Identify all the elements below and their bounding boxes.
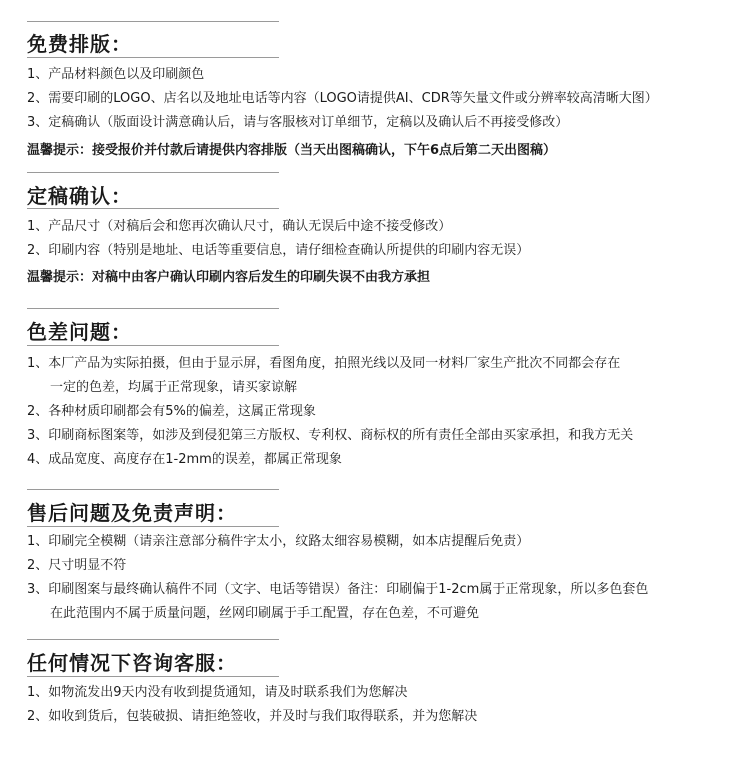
section-divider [27, 676, 279, 677]
section-title: 免费排版： [27, 32, 132, 56]
list-item: 2、尺寸明显不符 [27, 558, 127, 573]
section-title: 定稿确认： [27, 184, 132, 208]
section-divider [27, 308, 279, 309]
list-item: 2、如收到货后，包装破损、请拒绝签收，并及时与我们取得联系，并为您解决 [27, 709, 478, 724]
section-title: 色差问题： [27, 320, 132, 344]
section-divider [27, 489, 279, 490]
list-item: 3、印刷图案与最终确认稿件不同（文字、电话等错误）备注：印刷偏于1-2cm属于正常现象，所以多色套色 [27, 582, 649, 597]
section-title: 任何情况下咨询客服： [27, 651, 237, 675]
tip-text: 温馨提示：对稿中由客户确认印刷内容后发生的印刷失误不由我方承担 [27, 270, 431, 285]
list-item: 1、产品尺寸（对稿后会和您再次确认尺寸，确认无误后中途不接受修改） [27, 219, 452, 234]
list-item: 在此范围内不属于质量问题，丝网印刷属于手工配置，存在色差，不可避免 [50, 606, 480, 621]
section-divider [27, 526, 279, 527]
tip-text: 温馨提示：接受报价并付款后请提供内容排版（当天出图稿确认，下午6点后第二天出图稿） [27, 143, 557, 158]
section-divider [27, 208, 279, 209]
list-item: 2、印刷内容（特别是地址、电话等重要信息，请仔细检查确认所提供的印刷内容无误） [27, 243, 530, 258]
list-item: 3、定稿确认（版面设计满意确认后，请与客服核对订单细节，定稿以及确认后不再接受修改） [27, 115, 569, 130]
section-divider [27, 21, 279, 22]
list-item: 3、印刷商标图案等，如涉及到侵犯第三方版权、专利权、商标权的所有责任全部由买家承担，和我方无关 [27, 428, 634, 443]
list-item: 一定的色差，均属于正常现象，请买家谅解 [50, 380, 298, 395]
section-divider [27, 639, 279, 640]
list-item: 4、成品宽度、高度存在1-2mm的误差，都属正常现象 [27, 452, 342, 467]
list-item: 1、本厂产品为实际拍摄，但由于显示屏，看图角度，拍照光线以及同一材料厂家生产批次不同都会存在 [27, 356, 621, 371]
list-item: 1、印刷完全模糊（请亲注意部分稿件字太小，纹路太细容易模糊，如本店提醒后免责） [27, 534, 530, 549]
list-item: 1、产品材料颜色以及印刷颜色 [27, 67, 205, 82]
list-item: 1、如物流发出9天内没有收到提货通知，请及时联系我们为您解决 [27, 685, 408, 700]
section-divider [27, 172, 279, 173]
list-item: 2、需要印刷的LOGO、店名以及地址电话等内容（LOGO请提供AI、CDR等矢量文件或分辨率较高清晰大图） [27, 91, 658, 106]
section-title: 售后问题及免责声明： [27, 501, 237, 525]
section-divider [27, 57, 279, 58]
section-divider [27, 345, 279, 346]
list-item: 2、各种材质印刷都会有5%的偏差，这属正常现象 [27, 404, 316, 419]
